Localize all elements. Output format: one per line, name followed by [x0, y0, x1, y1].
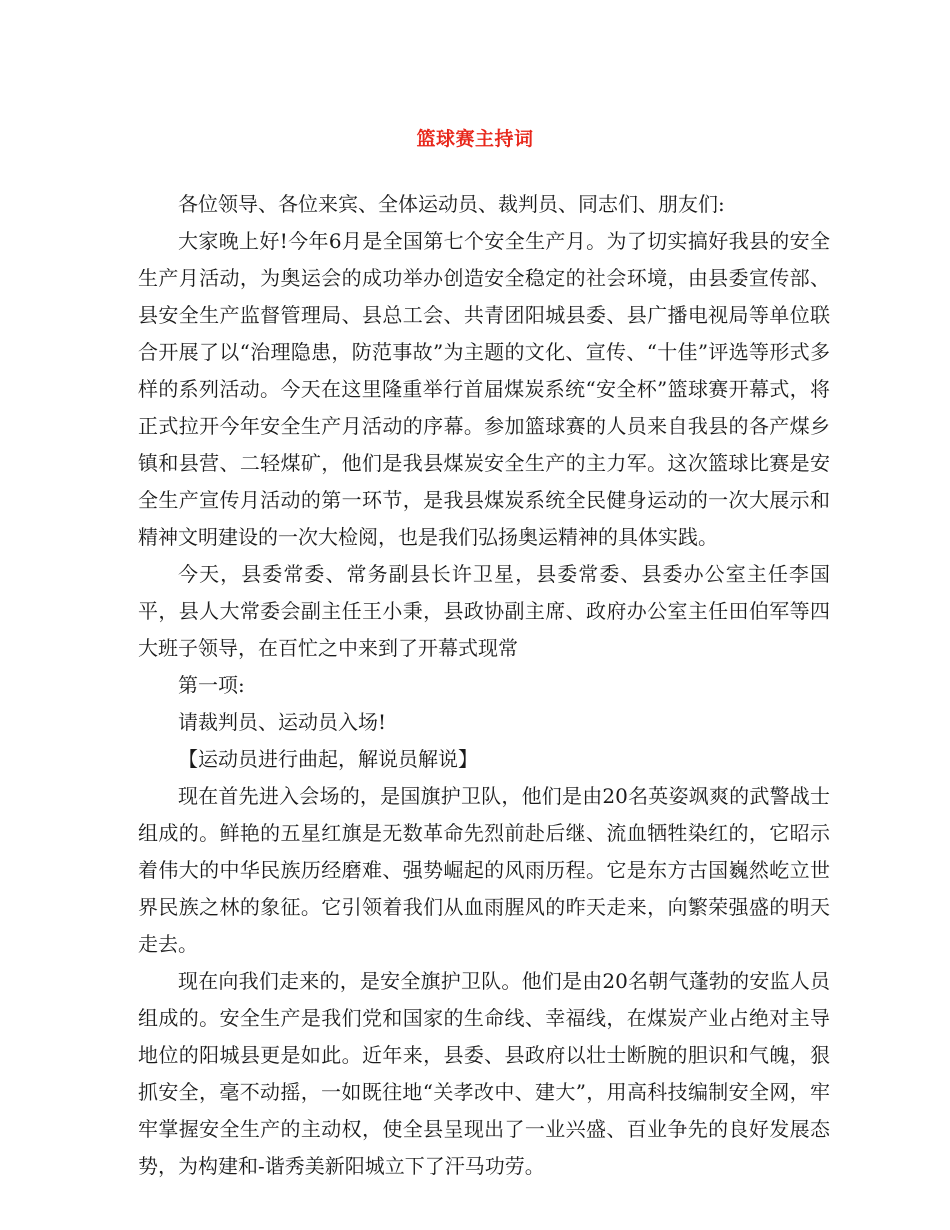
- document-title: 篮球赛主持词: [416, 128, 534, 150]
- paragraph-entrance: 请裁判员、运动员入场!: [178, 710, 387, 734]
- paragraph-salutation: 各位领导、各位来宾、全体运动员、裁判员、同志们、朋友们:: [178, 192, 725, 216]
- paragraph-guests: 今天，县委常委、常务副县长许卫星，县委常委、县委办公室主任李国平，县人大常委会副主任王小秉，县政协副主席、政府办公室主任田伯军等四大班子领导，在百忙之中来到了开幕式现常: [138, 562, 830, 660]
- paragraph-opening: 大家晚上好!今年6月是全国第七个安全生产月。为了切实搞好我县的安全生产月活动，为奥运会的成功举办创造安全稳定的社会环境，由县委宣传部、县安全生产监督管理局、县总工会、共青团阳城县委、县广播电视局等单位联合开展了以“治理隐患，防范事故”为主题的文化、宣传、“十佳”评选等形式多样的系列活动。今天在这里隆重举行首届煤炭系统“安全杯”篮球赛开幕式，将正式拉开今年安全生产月活动的序幕。参加篮球赛的人员来自我县的各产煤乡镇和县营、二轻煤矿，他们是我县煤炭安全生产的主力军。这次篮球比赛是安全生产宣传月活动的第一环节，是我县煤炭系统全民健身运动的一次大展示和精神文明建设的一次大检阅，也是我们弘扬奥运精神的具体实践。: [138, 229, 830, 549]
- paragraph-item-one: 第一项:: [178, 673, 245, 697]
- paragraph-flag-guard: 现在首先进入会场的，是国旗护卫队，他们是由20名英姿飒爽的武警战士组成的。鲜艳的五星红旗是无数革命先烈前赴后继、流血牺牲染红的，它昭示着伟大的中华民族历经磨难、强势崛起的风雨历程。它是东方古国巍然屹立世界民族之林的象征。它引领着我们从血雨腥风的昨天走来，向繁荣强盛的明天走去。: [138, 784, 830, 956]
- paragraph-safety-flag-guard: 现在向我们走来的，是安全旗护卫队。他们是由20名朝气蓬勃的安监人员组成的。安全生产是我们党和国家的生命线、幸福线，在煤炭产业占绝对主导地位的阳城县更是如此。近年来，县委、县政府以壮士断腕的胆识和气魄，狠抓安全，毫不动摇，一如既往地“关孝改中、建大”，用高科技编制安全网，牢牢掌握安全生产的主动权，使全县呈现出了一业兴盛、百业争先的良好发展态势，为构建和-谐秀美新阳城立下了汗马功劳。: [138, 969, 830, 1178]
- document-body: [138, 186, 830, 1185]
- paragraph-stage-direction: 【运动员进行曲起，解说员解说】: [178, 747, 478, 771]
